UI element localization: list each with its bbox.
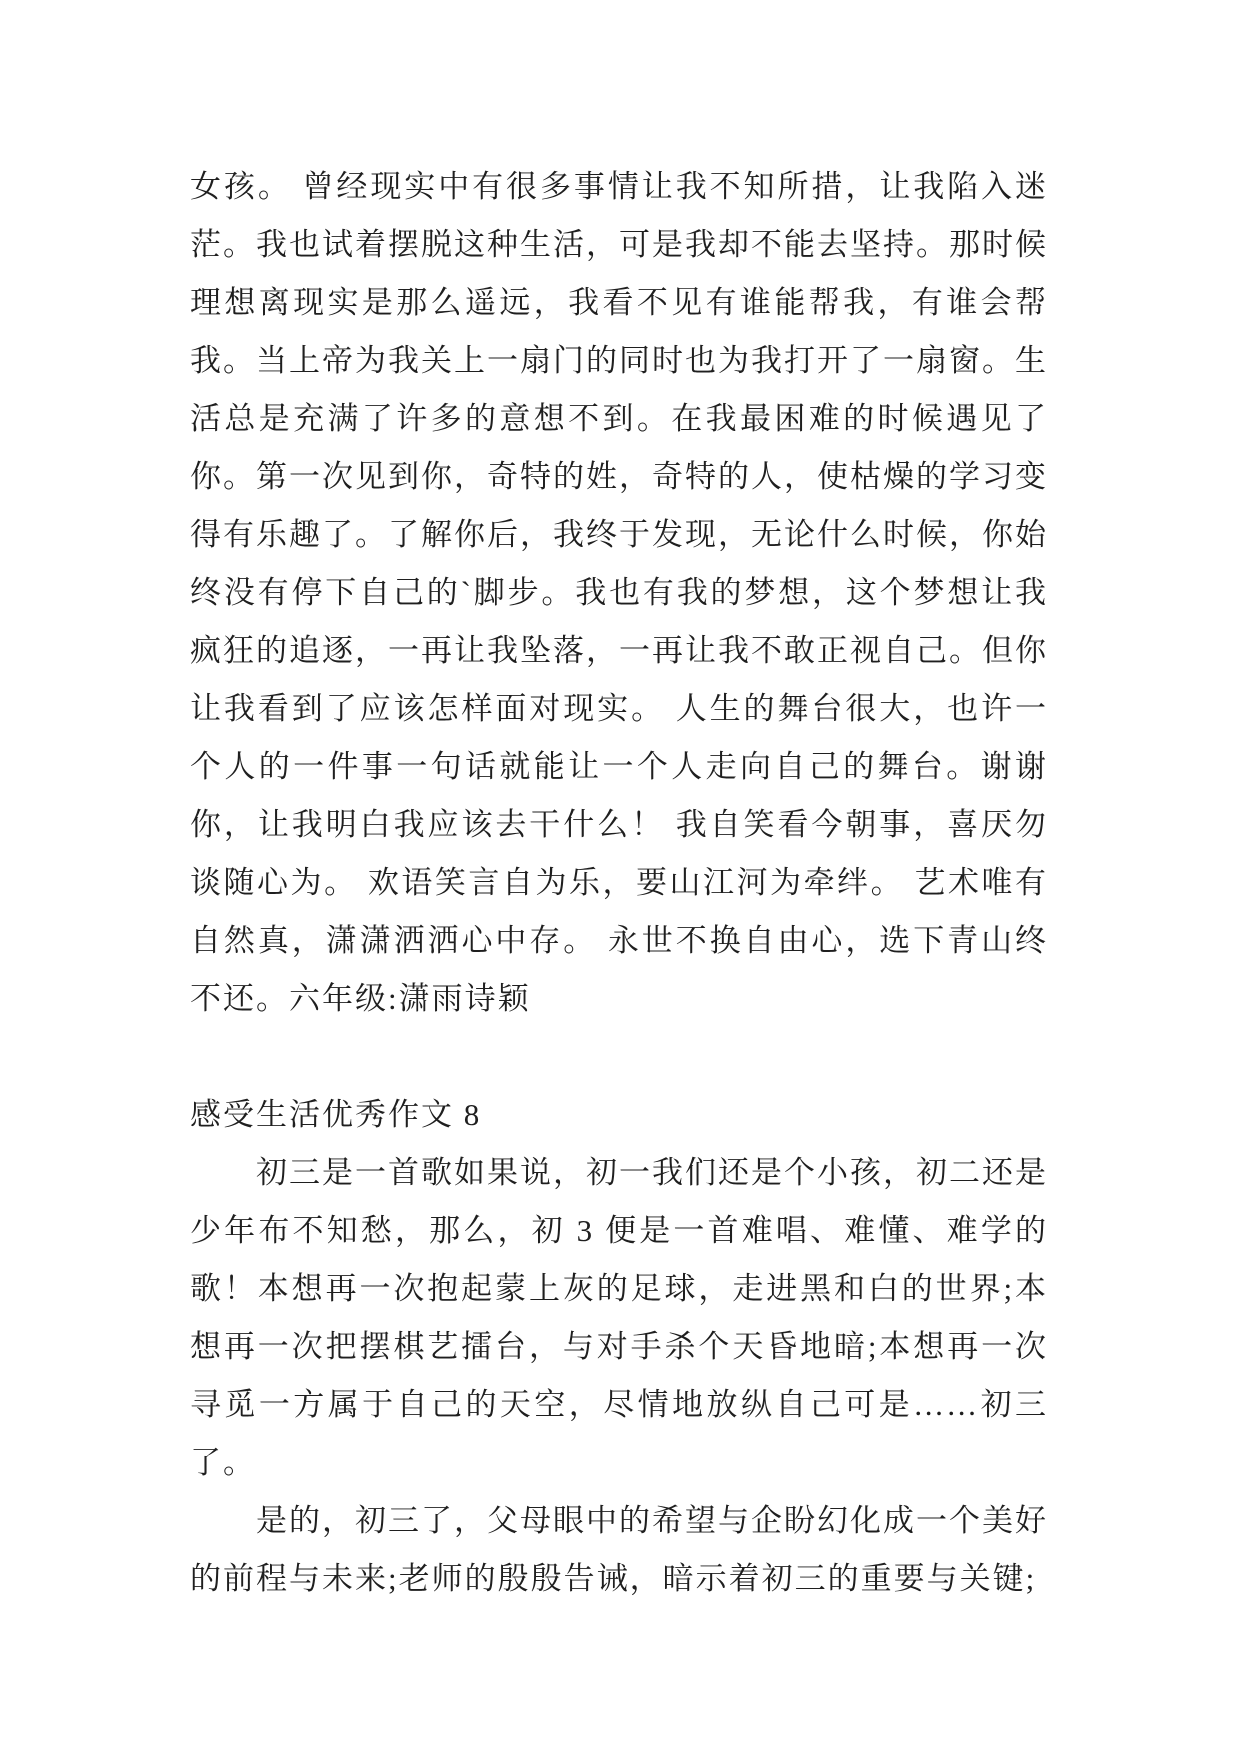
essay-text-block <box>190 158 1048 1608</box>
essay-section-heading: 感受生活优秀作文 8 <box>190 1097 482 1132</box>
essay-paragraph: 是的，初三了，父母眼中的希望与企盼幻化成一个美好的前程与未来;老师的殷殷告诫，暗示着初三的重要与关键; <box>190 1503 1048 1596</box>
essay-paragraph-continuation: 女孩。 曾经现实中有很多事情让我不知所措，让我陷入迷茫。我也试着摆脱这种生活，可是我却不能去坚持。那时候理想离现实是那么遥远，我看不见有谁能帮我，有谁会帮我。当上帝为我关上一扇门的同时也为我打开了一扇窗。生活总是充满了许多的意想不到。在我最困难的时候遇见了你。第一次见到你，奇特的姓，奇特的人，使枯燥的学习变得有乐趣了。了解你后，我终于发现，无论什么时候，你始终没有停下自己的`脚步。我也有我的梦想，这个梦想让我疯狂的追逐，一再让我坠落，一再让我不敢正视自己。但你让我看到了应该怎样面对现实。 人生的舞台很大，也许一个人的一件事一句话就能让一个人走向自己的舞台。谢谢你，让我明白我应该去干什么！ 我自笑看今朝事，喜厌勿谈随心为。 欢语笑言自为乐，要山江河为牵绊。 艺术唯有自然真，潇潇洒洒心中存。 永世不换自由心，选下青山终不还。六年级:潇雨诗颖 <box>190 169 1048 1016</box>
essay-paragraph: 初三是一首歌如果说，初一我们还是个小孩，初二还是少年布不知愁，那么，初 3 便是一首难唱、难懂、难学的歌！本想再一次抱起蒙上灰的足球，走进黑和白的世界;本想再一次把摆棋艺擂台，与对手杀个天昏地暗;本想再一次寻觅一方属于自己的天空，尽情地放纵自己可是……初三了。 <box>190 1155 1048 1480</box>
